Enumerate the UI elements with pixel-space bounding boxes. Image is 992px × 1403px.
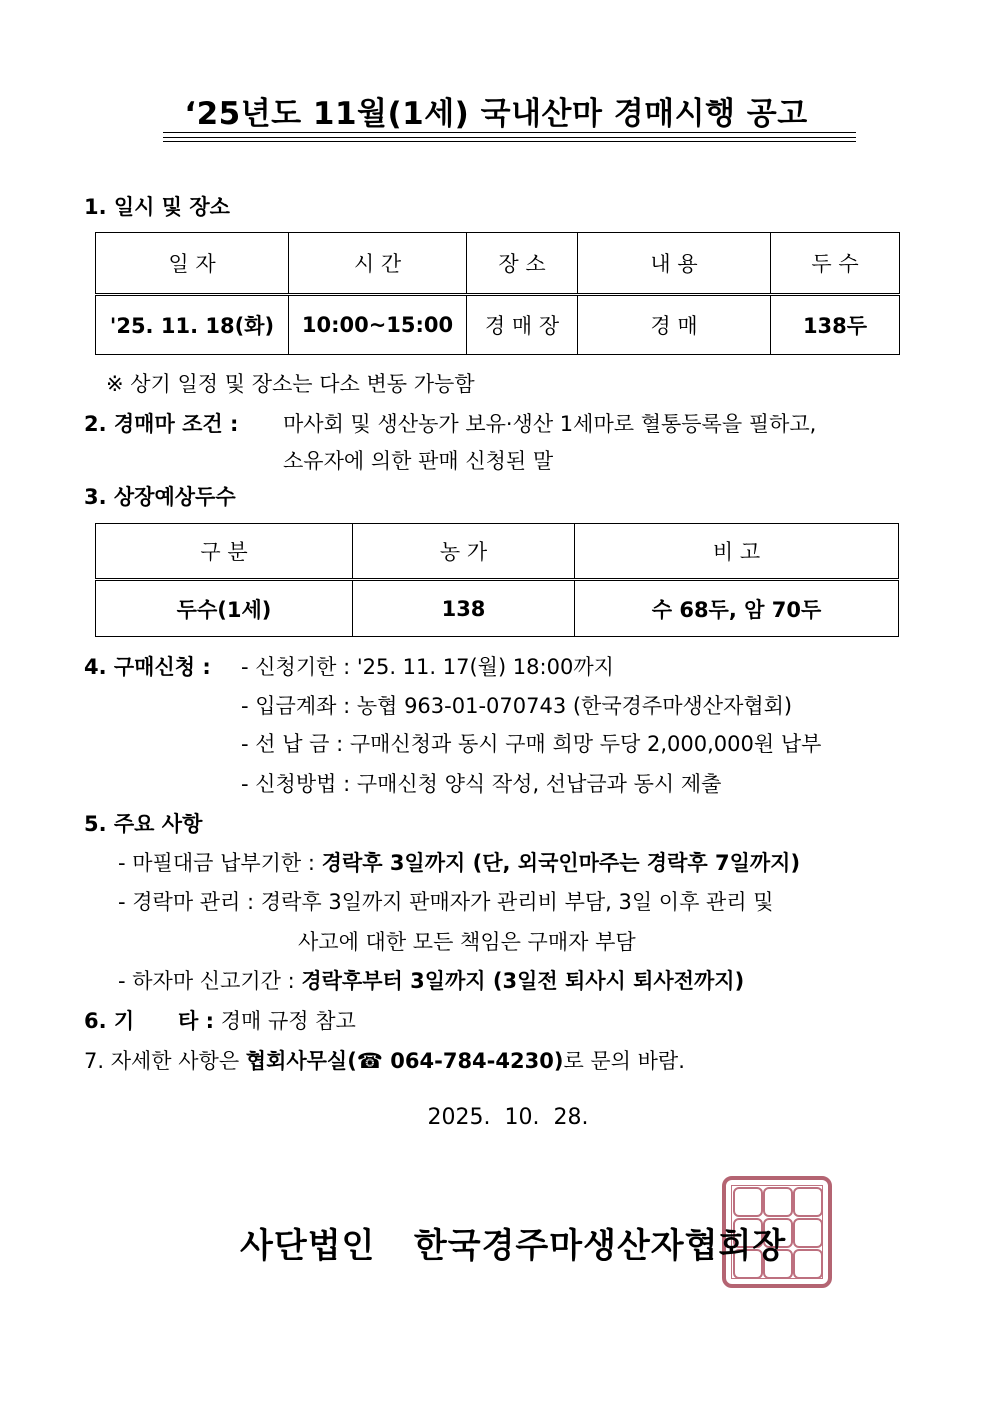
schedule-header-time: 시 간 — [289, 233, 467, 295]
count-category: 두수(1세) — [96, 580, 353, 637]
seal-glyph — [793, 1187, 823, 1217]
section4-deadline: - 신청기한 : '25. 11. 17(월) 18:00까지 — [241, 655, 614, 679]
section7-suffix: 로 문의 바람. — [563, 1049, 685, 1073]
section5-payment-value: 경락후 3일까지 (단, 외국인마주는 경락후 7일까지) — [321, 851, 801, 875]
section6-text: 경매 규정 참고 — [220, 1009, 356, 1033]
title-underline — [163, 132, 856, 133]
count-header-remarks: 비 고 — [575, 524, 899, 580]
section3-heading: 3. 상장예상두수 — [84, 485, 236, 509]
count-header-category: 구 분 — [96, 524, 353, 580]
section2-label: 2. 경매마 조건 : — [84, 412, 239, 436]
schedule-header-content: 내 용 — [578, 233, 771, 295]
count-remarks: 수 68두, 암 70두 — [575, 580, 899, 637]
section7-contact — [84, 1045, 685, 1075]
section5-defect-report — [118, 965, 744, 995]
section4-deposit: - 선 납 금 : 구매신청과 동시 구매 희망 두당 2,000,000원 납부 — [241, 732, 822, 756]
schedule-time: 10:00~15:00 — [289, 295, 467, 355]
section6-label: 6. 기 타 : — [84, 1009, 215, 1033]
announcement-date: 2025. 10. 28. — [427, 1105, 589, 1130]
section5-management-line2: 사고에 대한 모든 책임은 구매자 부담 — [298, 930, 636, 954]
seal-glyph — [733, 1187, 763, 1217]
seal-glyph — [763, 1187, 793, 1217]
seal-glyph — [793, 1249, 823, 1279]
count-farm: 138 — [353, 580, 575, 637]
section5-heading: 5. 주요 사항 — [84, 812, 203, 836]
section5-payment-deadline — [118, 847, 800, 877]
schedule-date: '25. 11. 18(화) — [96, 295, 289, 355]
issuer-signature: 사단법인 한국경주마생산자협회장 — [240, 1226, 787, 1266]
section2-line2: 소유자에 의한 판매 신청된 말 — [283, 449, 554, 473]
schedule-note: ※ 상기 일정 및 장소는 다소 변동 가능함 — [106, 372, 475, 396]
section4-label: 4. 구매신청 : — [84, 655, 211, 679]
section4-account: - 입금계좌 : 농협 963-01-070743 (한국경주마생산자협회) — [241, 694, 793, 718]
section5-management-line1: - 경락마 관리 : 경락후 3일까지 판매자가 관리비 부담, 3일 이후 관리 및 — [118, 890, 774, 914]
section1-heading: 1. 일시 및 장소 — [84, 195, 230, 219]
section5-defect-label: - 하자마 신고기간 : — [118, 969, 302, 993]
section2-line1: 마사회 및 생산농가 보유·생산 1세마로 혈통등록을 필하고, — [283, 412, 817, 436]
expected-count-table — [95, 523, 899, 637]
document-title: ‘25년도 11월(1세) 국내산마 경매시행 공고 — [184, 96, 808, 132]
section4-method: - 신청방법 : 구매신청 양식 작성, 선납금과 동시 제출 — [241, 772, 722, 796]
schedule-table — [95, 232, 900, 355]
schedule-place: 경 매 장 — [467, 295, 578, 355]
schedule-header-date: 일 자 — [96, 233, 289, 295]
schedule-count: 138두 — [771, 295, 900, 355]
section7-phone: 협회사무실(☎ 064-784-4230) — [245, 1049, 564, 1073]
section5-defect-value: 경락후부터 3일까지 (3일전 퇴사시 퇴사전까지) — [301, 969, 745, 993]
section5-payment-label: - 마필대금 납부기한 : — [118, 851, 322, 875]
schedule-header-count: 두 수 — [771, 233, 900, 295]
title-underline-second — [163, 137, 856, 138]
schedule-content: 경 매 — [578, 295, 771, 355]
schedule-header-place: 장 소 — [467, 233, 578, 295]
seal-glyph — [793, 1218, 823, 1248]
count-header-farm: 농 가 — [353, 524, 575, 580]
section7-prefix: 7. 자세한 사항은 — [84, 1049, 246, 1073]
title-underline-third — [163, 141, 856, 142]
section6 — [84, 1005, 356, 1035]
